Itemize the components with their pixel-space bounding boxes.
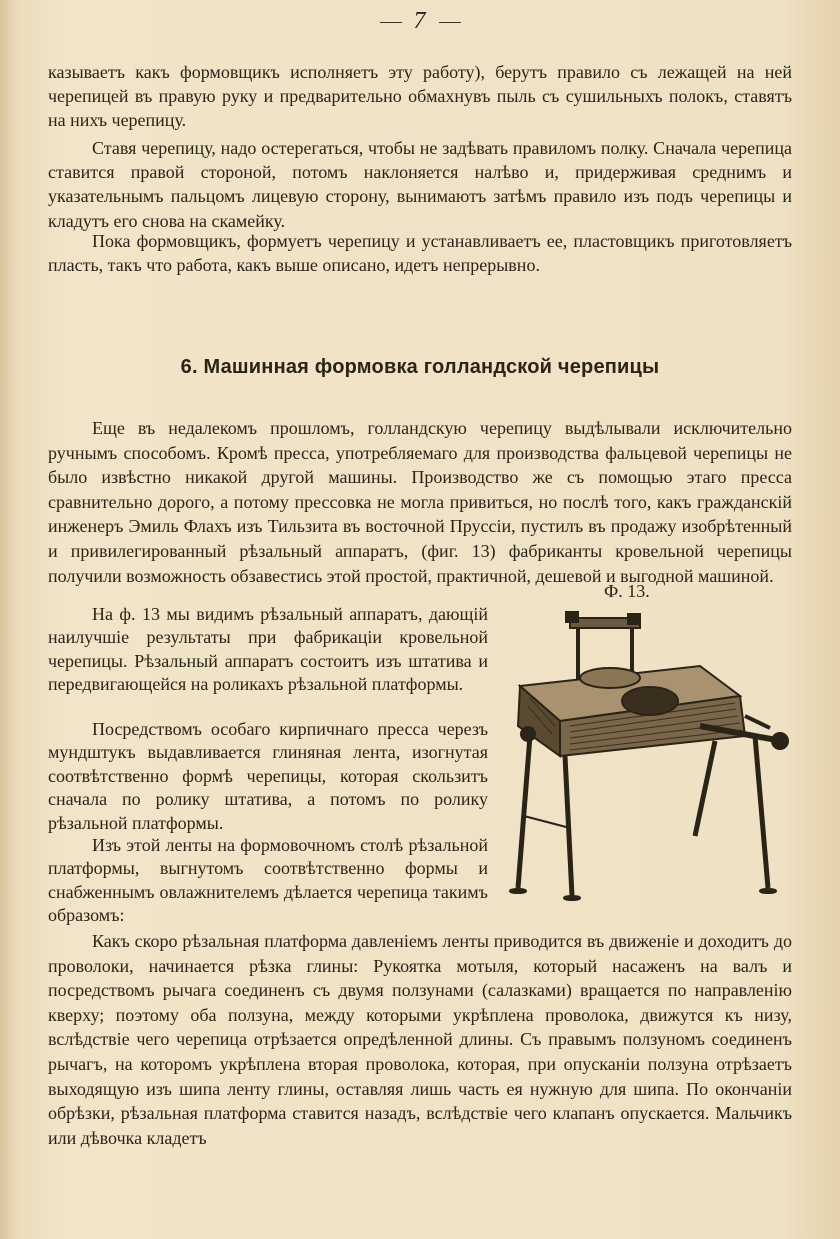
column-paragraph: Посредствомъ особаго кирпичнаго пресса черезъ мундштукъ выдавливается глиняная лента, изогнутая соотвѣтственно формѣ черепицы, которая скользитъ сначала по ролику штатива, а потомъ по ролику рѣзальной платформы. (48, 719, 488, 833)
page-number-text: 7 (413, 8, 427, 34)
cutting-machine-illustration (500, 606, 800, 906)
paragraph: Ставя черепицу, надо остерегаться, чтобы не задѣвать правиломъ полку. Сначала черепица ставится правой стороной, потомъ наклоняется налѣво и, придерживая среднимъ и указательнымъ пальцомъ лицевую сторону, вынимаютъ затѣмъ правило изъ подъ черепицы и кладутъ его снова на скамейку. (48, 138, 792, 231)
column-paragraph: Изъ этой ленты на формовочномъ столѣ рѣзальной платформы, выгнутомъ соотвѣтственно формы и снабженнымъ овлажнителемъ дѣлается черепица такимъ образомъ: (48, 835, 488, 926)
figure-caption: Ф. 13. (604, 581, 650, 601)
paragraph-continued: казываетъ какъ формовщикъ исполняетъ эту работу), берутъ правило съ лежащей на ней черепицей въ правую руку и предварительно обмахнувъ пыль съ сушильныхъ полокъ, ставятъ на нихъ черепицу. (48, 62, 792, 131)
page-number (0, 8, 840, 35)
section-heading: 6. Машинная формовка голландской черепицы (180, 356, 660, 378)
final-paragraph: Какъ скоро рѣзальная платформа давленіемъ ленты приводится въ движеніе и доходитъ до проволоки, начинается рѣзка глины: Рукоятка мотыля, который насаженъ на валъ и посредствомъ рычага соединенъ съ двумя ползунами (салазками) вращается по направленію кверху; поэтому оба ползуна, между которыми укрѣплена проволока, движутся къ низу, вслѣдствіе чего черепица отрѣзается опредѣленной длины. Съ правымъ ползуномъ соединенъ рычагъ, на которомъ укрѣплена вторая проволока, которая, при опусканіи ползуна отрѣзаетъ выходящую изъ шипа ленту глины, оставляя лишь часть ея нужную для шипа. По окончаніи обрѣзки, рѣзальная платформа ставится назадъ, вслѣдствіе чего клапанъ опускается. Мальчикъ или дѣвочка кладетъ (48, 931, 792, 1148)
intro-paragraph: Еще въ недалекомъ прошломъ, голландскую черепицу выдѣлывали исключительно ручнымъ способомъ. Кромѣ пресса, употребляемаго для производства фальцевой черепицы не было извѣстно никакой другой машины. Производство же съ помощью этаго пресса сравнительно дорого, а потому прессовка не могла привиться, но послѣ того, какъ гражданскій инженеръ Эмиль Флахъ изъ Тильзита въ восточной Пруссіи, пустилъ въ продажу изобрѣтенный и привилегированный рѣзальный аппаратъ, (фиг. 13) фабриканты кровельной черепицы получили возможность обзавестись этой простой, практичной, дешевой и выгодной машиной. (48, 418, 792, 586)
divider (439, 22, 461, 23)
column-paragraph: На ф. 13 мы видимъ рѣзальный аппаратъ, дающій наилучшіе результаты при фабрикаціи кровельной черепицы. Рѣзальный аппаратъ состоитъ изъ штатива и передвигающейся на роликахъ рѣзальной платформы. (48, 604, 488, 695)
paragraph: Пока формовщикъ, формуетъ черепицу и устанавливаетъ ее, пластовщикъ приготовляетъ пласть, такъ что работа, какъ выше описано, идетъ непрерывно. (48, 231, 792, 276)
divider (380, 22, 402, 23)
